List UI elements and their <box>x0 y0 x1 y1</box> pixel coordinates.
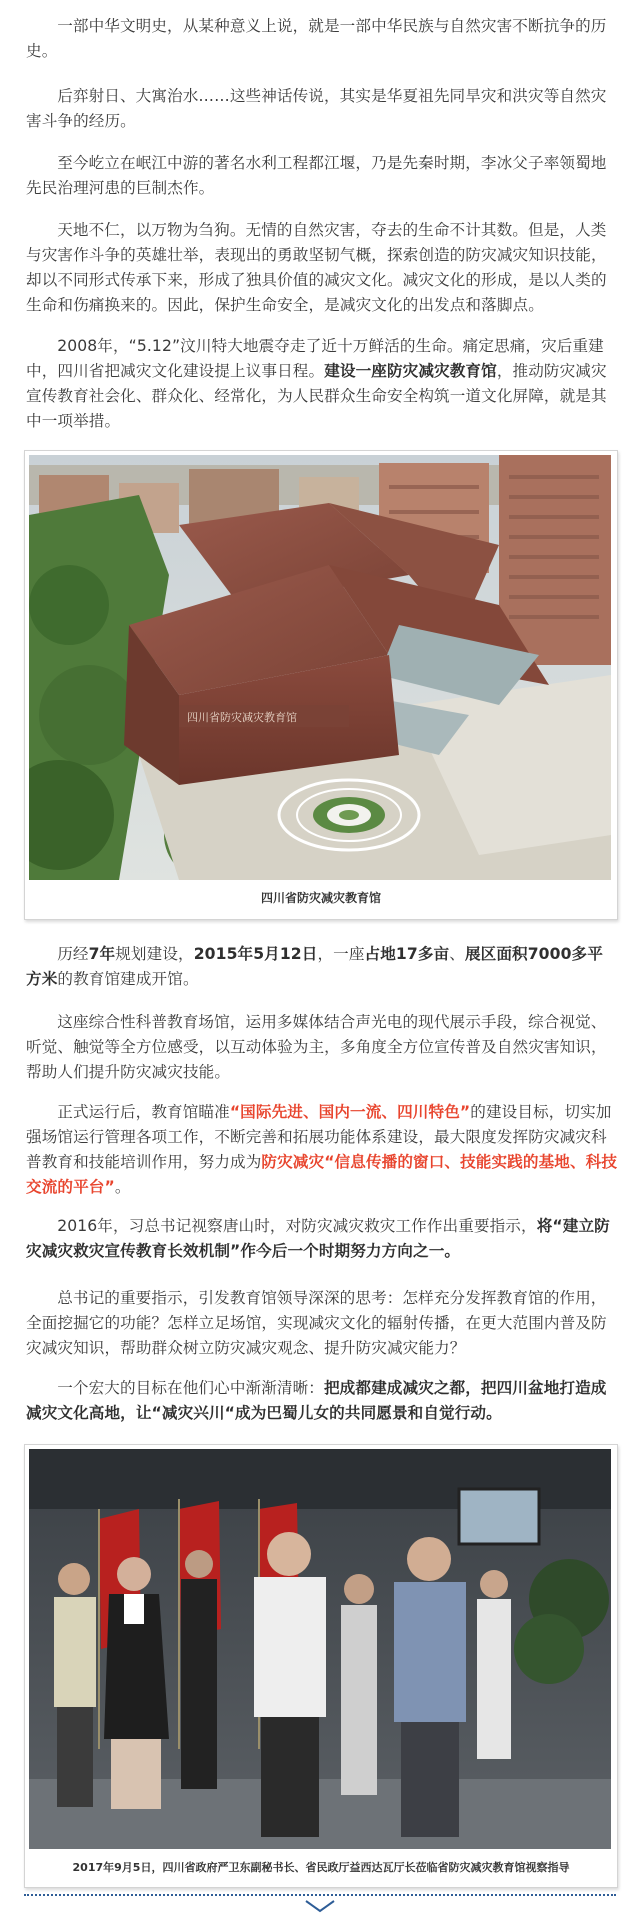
figure-officials-visit <box>24 1444 618 1888</box>
paragraph-4 <box>26 218 618 318</box>
figure-2-caption: 2017年9月5日，四川省政府严卫东副秘书长、省民政厅益西达瓦厅长莅临省防灾减灾教育馆视察指导 <box>72 1861 570 1874</box>
officials-visit-photo <box>29 1449 611 1849</box>
paragraph-5 <box>26 334 618 434</box>
paragraph-9-text: 2016年，习总书记视察唐山时，对防灾减灾救灾工作作出重要指示， <box>57 1217 537 1235</box>
paragraph-6-bold-date: 2015年5月12日 <box>193 945 318 963</box>
paragraph-7 <box>26 1010 618 1085</box>
paragraph-8-highlight-role: 防灾减灾“信息传播的窗口、技能实践的基地、科技交流的平台” <box>26 1153 618 1196</box>
paragraph-10-text: 总书记的重要指示，引发教育馆领导深深的思考：怎样充分发挥教育馆的作用，全面挖掘它的功能？怎样立足场馆，实现减灾文化的辐射传播，在更大范围内普及防灾减灾知识，帮助群众树立防灾减灾观念、提升防灾减灾能力？ <box>26 1289 607 1357</box>
paragraph-11 <box>26 1376 618 1426</box>
paragraph-8 <box>26 1100 618 1200</box>
paragraph-8-text-a: 正式运行后，教育馆瞄准 <box>57 1103 230 1121</box>
paragraph-11-bold: 把成都建成减灾之都，把四川盆地打造成减灾文化高地，让“减灾兴川“成为巴蜀儿女的共同愿景和自觉行动。 <box>26 1379 607 1422</box>
paragraph-6 <box>26 942 618 992</box>
paragraph-2-text: 后弈射日、大寓治水……这些神话传说，其实是华夏祖先同旱灾和洪灾等自然灾害斗争的经历。 <box>26 87 607 130</box>
paragraph-6-text-a: 历经 <box>57 945 89 963</box>
paragraph-3-text: 至今屹立在岷江中游的著名水利工程都江堰，乃是先秦时期，李冰父子率领蜀地先民治理河患的巨制杰作。 <box>26 154 607 197</box>
education-hall-aerial-image <box>29 455 611 880</box>
paragraph-4-text: 天地不仁，以万物为刍狗。无情的自然灾害，夺去的生命不计其数。但是，人类与灾害作斗争的英雄壮举，表现出的勇敢坚韧气概，探索创造的防灾减灾知识技能，却以不同形式传承下来，形成了独具价值的减灾文化。减灾文化的形成，是以人类的生命和伤痛换来的。因此，保护生命安全，是减灾文化的出发点和落脚点。 <box>26 221 607 314</box>
paragraph-9 <box>26 1214 618 1264</box>
education-hall-photo <box>29 455 611 880</box>
paragraph-6-bold-exhibit: 展区面积7000多平方米 <box>26 945 603 988</box>
paragraph-11-text: 一个宏大的目标在他们心中渐渐清晰： <box>57 1379 324 1397</box>
paragraph-6-text-i: 的教育馆建成开馆。 <box>57 970 199 988</box>
paragraph-2 <box>26 84 618 134</box>
paragraph-5-text-end: ，推动防灾减灾宣传教育社会化、群众化、经常化，为人民群众生命安全构筑一道文化屏障，就是其中一项举措。 <box>26 362 607 430</box>
paragraph-8-text-c: 的建设目标，切实加强场馆运行管理各项工作，不断完善和拓展功能体系建设，最大限度发挥防灾减灾科普教育和技能培训作用，努力成为 <box>26 1103 612 1171</box>
paragraph-6-text-g: 、 <box>449 945 465 963</box>
paragraph-6-bold-years: 7年 <box>88 945 116 963</box>
paragraph-6-bold-area: 占地17多亩 <box>364 945 450 963</box>
paragraph-5-bold: 建设一座防灾减灾教育馆 <box>324 362 497 380</box>
paragraph-3 <box>26 151 618 201</box>
paragraph-1-text: 一部中华文明史，从某种意义上说，就是一部中华民族与自然灾害不断抗争的历史。 <box>26 17 607 60</box>
paragraph-9-bold: 将“建立防灾减灾救灾宣传教育长效机制”作今后一个时期努力方向之一。 <box>26 1217 610 1260</box>
paragraph-5-text: 2008年，“5.12”汶川特大地震夺走了近十万鲜活的生命。痛定思痛，灾后重建中，四川省把减灾文化建设提上议事日程。 <box>26 337 604 380</box>
chevron-down-icon[interactable] <box>304 1898 336 1914</box>
paragraph-6-text-e: ，一座 <box>317 945 365 963</box>
paragraph-1 <box>26 14 618 64</box>
bottom-divider <box>24 1894 616 1896</box>
figure-education-hall <box>24 450 618 920</box>
paragraph-6-text-c: 规划建设， <box>115 945 194 963</box>
figure-1-caption: 四川省防灾减灾教育馆 <box>260 891 381 905</box>
paragraph-7-text: 这座综合性科普教育场馆，运用多媒体结合声光电的现代展示手段，综合视觉、听觉、触觉等全方位感受，以互动体验为主，多角度全方位宣传普及自然灾害知识，帮助人们提升防灾减灾技能。 <box>26 1013 607 1081</box>
paragraph-8-text-e: 。 <box>114 1178 131 1196</box>
education-hall-sign: 四川省防灾减灾教育馆 <box>187 711 297 724</box>
paragraph-8-highlight-goal: “国际先进、国内一流、四川特色” <box>229 1103 471 1121</box>
paragraph-10 <box>26 1286 618 1361</box>
officials-visit-image <box>29 1449 611 1849</box>
